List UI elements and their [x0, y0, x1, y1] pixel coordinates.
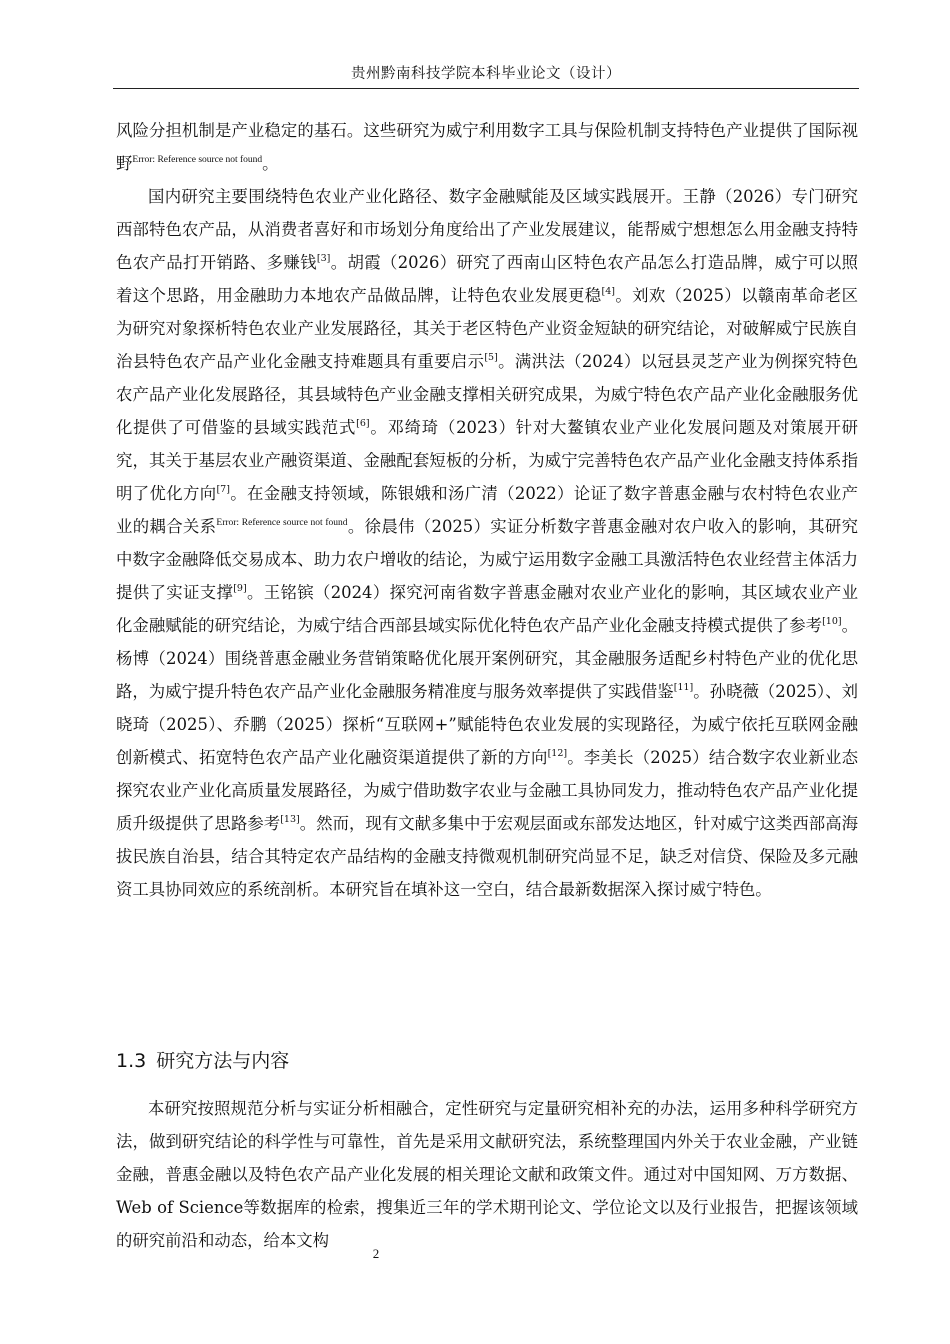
- paragraph-text: 。孙晓薇（2025）、刘晓琦（2025）、乔鹏（2025）探析“互联网+”赋能特色农业发展的实现路径，为威宁依托互联网金融创新模式、拓宽特色农产品产业化融资渠道提供了新的方向: [116, 682, 859, 767]
- paragraph-text: 。邓绮琦（2023）针对大鳌镇农业产业化发展问题及对策展开研究，其关于基层农业产融资渠道、金融配套短板的分析，为威宁完善特色农产品产业化金融支持体系指明了优化方向: [116, 418, 858, 503]
- citation: [12]: [547, 748, 568, 759]
- section-number: 1.3: [116, 1050, 147, 1072]
- paragraph-text: 风险分担机制是产业稳定的基石。这些研究为威宁利用数字工具与保险机制支持特色产业提供了国际视野: [116, 121, 858, 173]
- citation: [6]: [356, 418, 370, 429]
- paragraph-text: 。胡霞（2026）研究了西南山区特色农产品怎么打造品牌，威宁可以照着这个思路，用金融助力本地农产品做品牌，让特色农业发展更稳: [116, 253, 858, 305]
- paragraph-text: 。李美长（2025）结合数字农业新业态探究农业产业化高质量发展路径，为威宁借助数字农业与金融工具协同发力，推动特色农产品产业化提质升级提供了思路参考: [116, 748, 858, 833]
- citation: [7]: [216, 484, 230, 495]
- paragraph-text: 。满洪法（2024）以冠县灵芝产业为例探究特色农产品产业化发展路径，其县域特色产业金融支撑相关研究成果，为威宁特色农产品产业化金融服务优化提供了可借鉴的县域实践范式: [116, 352, 858, 437]
- citation: [4]: [601, 286, 616, 297]
- paragraph-text: 。: [262, 154, 279, 173]
- citation: [9]: [233, 583, 247, 594]
- paragraph-text: 。王铭镔（2024）探究河南省数字普惠金融对农业产业化的影响，其区域农业产业化金融赋能的研究结论，为威宁结合西部县域实际优化特色农产品产业化金融支持模式提供了参考: [116, 583, 858, 635]
- section-heading: [116, 1046, 289, 1076]
- reference-error-note: Error: Reference source not found: [132, 155, 263, 165]
- reference-error-note: Error: Reference source not found: [216, 518, 348, 528]
- paragraph-text: 。徐晨伟（2025）实证分析数字普惠金融对农户收入的影响，其研究中数字金融降低交易成本、助力农户增收的结论，为威宁运用数字金融工具激活特色农业经营主体活力提供了实证支撑: [116, 517, 859, 602]
- citation: [5]: [484, 352, 498, 363]
- paragraph-text: 。在金融支持领域，陈银娥和汤广清（2022）论证了数字普惠金融与农村特色农业产业的耦合关系: [116, 484, 859, 536]
- citation: [10]: [822, 616, 842, 627]
- citation: [3]: [316, 253, 331, 264]
- paragraph-text: 。杨博（2024）围绕普惠金融业务营销策略优化展开案例研究，其金融服务适配乡村特色产业的优化思路，为威宁提升特色农产品产业化金融服务精准度与服务效率提供了实践借鉴: [116, 616, 858, 701]
- paragraph-domestic-research: [116, 180, 858, 906]
- section-title: 研究方法与内容: [156, 1050, 290, 1072]
- citation: [13]: [280, 814, 300, 825]
- paragraph-text: 。刘欢（2025）以赣南革命老区为研究对象探析特色农业产业发展路径，其关于老区特色产业资金短缺的研究结论，对破解威宁民族自治县特色农产品产业化金融支持难题具有重要启示: [116, 286, 858, 371]
- header-rule: [113, 88, 859, 89]
- paragraph-text: 国内研究主要围绕特色农业产业化路径、数字金融赋能及区域实践展开。王静（2026）专门研究西部特色农产品，从消费者喜好和市场划分角度给出了产业发展建议，能帮威宁想想怎么用金融支持特色农产品打开销路、多赚钱: [116, 187, 858, 272]
- page-header: 贵州黔南科技学院本科毕业论文（设计）: [351, 66, 621, 82]
- citation: [11]: [673, 682, 694, 693]
- paragraph-research-methods: 本研究按照规范分析与实证分析相融合，定性研究与定量研究相补充的办法，运用多种科学研究方法，做到研究结论的科学性与可靠性，首先是采用文献研究法，系统整理国内外关于农业金融，产业链金融，普惠金融以及特色农产品产业化发展的相关理论文献和政策文件。通过对中国知网、万方数据、Web of Science等数据库的检索，搜集近三年的学术期刊论文、学位论文以及行业报告，把握该领域的研究前沿和动态，给本文构: [116, 1099, 858, 1250]
- paragraph-text: 。然而，现有文献多集中于宏观层面或东部发达地区，针对威宁这类西部高海拔民族自治县，结合其特定农产品结构的金融支持微观机制研究尚显不足，缺乏对信贷、保险及多元融资工具协同效应的系统剖析。本研究旨在填补这一空白，结合最新数据深入探讨威宁特色。: [116, 814, 859, 899]
- paragraph-intro-continuation: [116, 114, 858, 180]
- page-number: 2: [372, 1246, 380, 1261]
